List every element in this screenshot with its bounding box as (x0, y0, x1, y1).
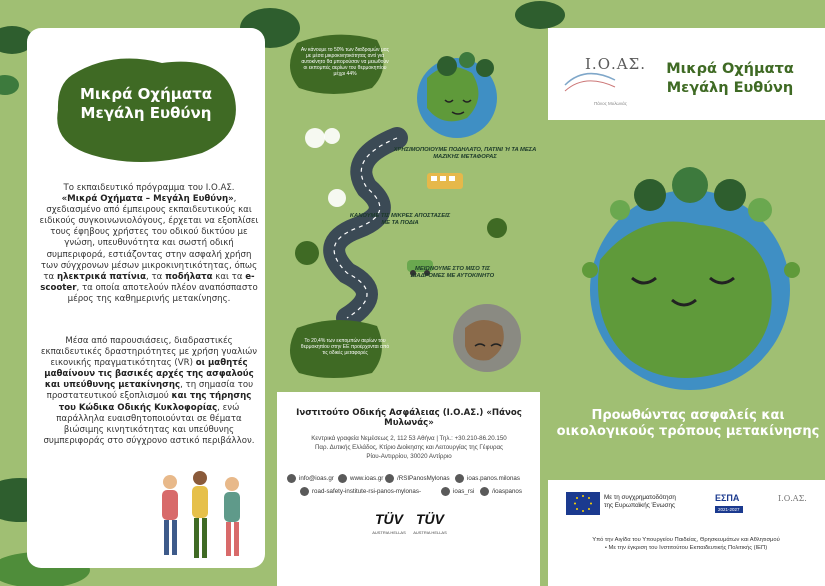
road-label-3: ΜΕΙΩΝΟΥΜΕ ΣΤΟ ΜΙΣΟ ΤΙΣ ΔΙΑΔΡΟΜΕΣ ΜΕ ΑΥΤΟΚΙΝΗΤΟ (410, 266, 495, 279)
espa-period: 2021-2027 (715, 506, 743, 513)
facebook-icon (385, 474, 394, 483)
tuv-logo-1-sub: AUSTRIA HELLAS (372, 530, 406, 535)
happy-earth-illustration (560, 150, 820, 400)
intro-paragraph: Το εκπαιδευτικό πρόγραμμα του Ι.Ο.ΑΣ. «Μικρά Οχήματα – Μεγάλη Ευθύνη», σχεδιασμένο από έμπειρους εκπαιδευτικούς και ειδικούς συγκοινωνιολόγους, έρχεται να εξοπλίσει τους έφηβους χρήστες του οδικού δικτύου με γνώση, υπευθυνότητα και σωστή οδική συμπεριφορά, εστιάζοντας στην ασφαλή χρήση των σύγχρονων μέσων μικροκινητικότητας, όπως τα ηλεκτρικά πατίνια, τα ποδήλατα και τα e-scooter, τα οποία αποτελούν πλέον αναπόσπαστο μέρος της καθημερινής μετακίνησης. (39, 183, 259, 304)
tree-icon (487, 218, 507, 238)
instagram-contact[interactable]: ioas.panos.milonas (455, 474, 520, 483)
tree-icon (748, 198, 772, 222)
youtube-contact[interactable]: /ioaspanos (480, 487, 522, 496)
institute-title: Ινστιτούτο Οδικής Ασφάλειας (Ι.Ο.ΑΣ.) «Πάνος Μυλωνάς» (296, 408, 522, 428)
ioas-logo-subtitle: Πάνος Μυλωνάς (594, 101, 627, 106)
youtube-icon (480, 487, 489, 496)
web-contact[interactable]: www.ioas.gr (338, 474, 383, 483)
tree-icon (295, 241, 319, 265)
road-label-1: ΧΡΗΣΙΜΟΠΟΙΟΥΜΕ ΠΟΔΗΛΑΤΟ, ΠΑΤΙΝΙ Ή ΤΑ ΜΕΣΑ ΜΑΖΙΚΗΣ ΜΕΤΑΦΟΡΑΣ (393, 147, 537, 160)
ioas-logo: Ι.Ο.ΑΣ. (585, 55, 646, 73)
email-icon (287, 474, 296, 483)
institute-address: Κεντρικά γραφεία Νεμέσεως 2, 112 53 Αθήνα | Τηλ.: +30.210-86.20.150 Παρ. Δυτικής Ελλάδος, Κτίριο Διοίκησης και Λειτουργίας της Γέφυρας Ρίου-Αντιρρίου, 30020 Αντίρριο (311, 435, 507, 460)
espa-logo: ΕΣΠΑ (715, 493, 740, 503)
slogan: Προωθώντας ασφαλείς και οικολογικούς τρόπους μετακίνησης (556, 408, 820, 439)
tree-icon (610, 200, 630, 220)
linkedin-contact[interactable]: road-safety-institute-rsi-panos-mylonas- (300, 487, 421, 496)
tuv-logo-2: TÜV (416, 511, 444, 527)
eu-flag-icon (566, 492, 600, 515)
tree-icon (714, 179, 746, 211)
tuv-logo-2-sub: AUSTRIA HELLAS (413, 530, 447, 535)
linkedin-icon (300, 487, 309, 496)
right-title: Μικρά Οχήματα Μεγάλη Ευθύνη (666, 61, 794, 96)
road-icon (334, 138, 397, 318)
left-title: Μικρά Οχήματα Μεγάλη Ευθύνη (79, 85, 213, 122)
emission-reduction-text: Αν κάνουμε το 50% των διαδρομών μας με μέσα μικροκινητικότητας αντί για αυτοκίνητο θα μπορούσαν να μειωθούν οι εκπομπές αερίων του θερμοκηπίου μέχρι 44% (300, 47, 390, 77)
method-paragraph: Μέσα από παρουσιάσεις, διαδραστικές εκπαιδευτικές δραστηριότητες με χρήση γυαλιών εικονικής πραγματικότητας (VR) οι μαθητές μαθαίνουν τις βασικές αρχές της ασφαλούς και υπεύθυνης μετακίνησης, τη σημασία του προστατευτικού εξοπλισμού και της τήρησης του Κώδικα Οδικής Κυκλοφορίας, ενώ παράλληλα ευαισθητοποιούνται σε θέματα βιώσιμης κινητικότητας και υπεύθυνης συμπεριφοράς στο σύγχρονο αστικό περιβάλλον. (40, 336, 258, 446)
facebook-contact[interactable]: /RSIPanosMylonas (385, 474, 450, 483)
emission-stat-text: Το 20,4% των εκπομπών αερίων του θερμοκηπίου στην ΕΕ προέρχονται από τις οδικές μεταφορές (300, 338, 390, 356)
instagram-icon (455, 474, 464, 483)
globe-icon (338, 474, 347, 483)
twitter-icon (441, 487, 450, 496)
students-illustration (150, 470, 260, 570)
leaf-icon (515, 1, 565, 29)
eu-funding-text: Με τη συγχρηματοδότηση της Ευρωπαϊκής Ένωσης (604, 494, 676, 509)
tuv-logo-1: TÜV (375, 511, 403, 527)
email-contact[interactable]: info@ioas.gr (287, 474, 334, 483)
leaf-icon (0, 75, 19, 95)
tree-icon (672, 167, 708, 203)
auspices-footer: Υπό την Αιγίδα του Υπουργείου Παιδείας, Θρησκευμάτων και Αθλητισμού • Με την έγκριση του Ινστιτούτου Εκπαιδευτικής Πολιτικής (ΙΕΠ) (592, 537, 780, 551)
cloud-icon (328, 189, 346, 207)
ioas-small-logo: Ι.Ο.ΑΣ. (778, 494, 807, 503)
tree-icon (634, 179, 666, 211)
road-label-2: ΚΑΝΟΥΜΕ ΤΙΣ ΜΙΚΡΕΣ ΑΠΟΣΤΑΣΕΙΣ ΜΕ ΤΑ ΠΟΔΙΑ (349, 213, 451, 226)
twitter-contact[interactable]: ioas_rsi (441, 487, 474, 496)
